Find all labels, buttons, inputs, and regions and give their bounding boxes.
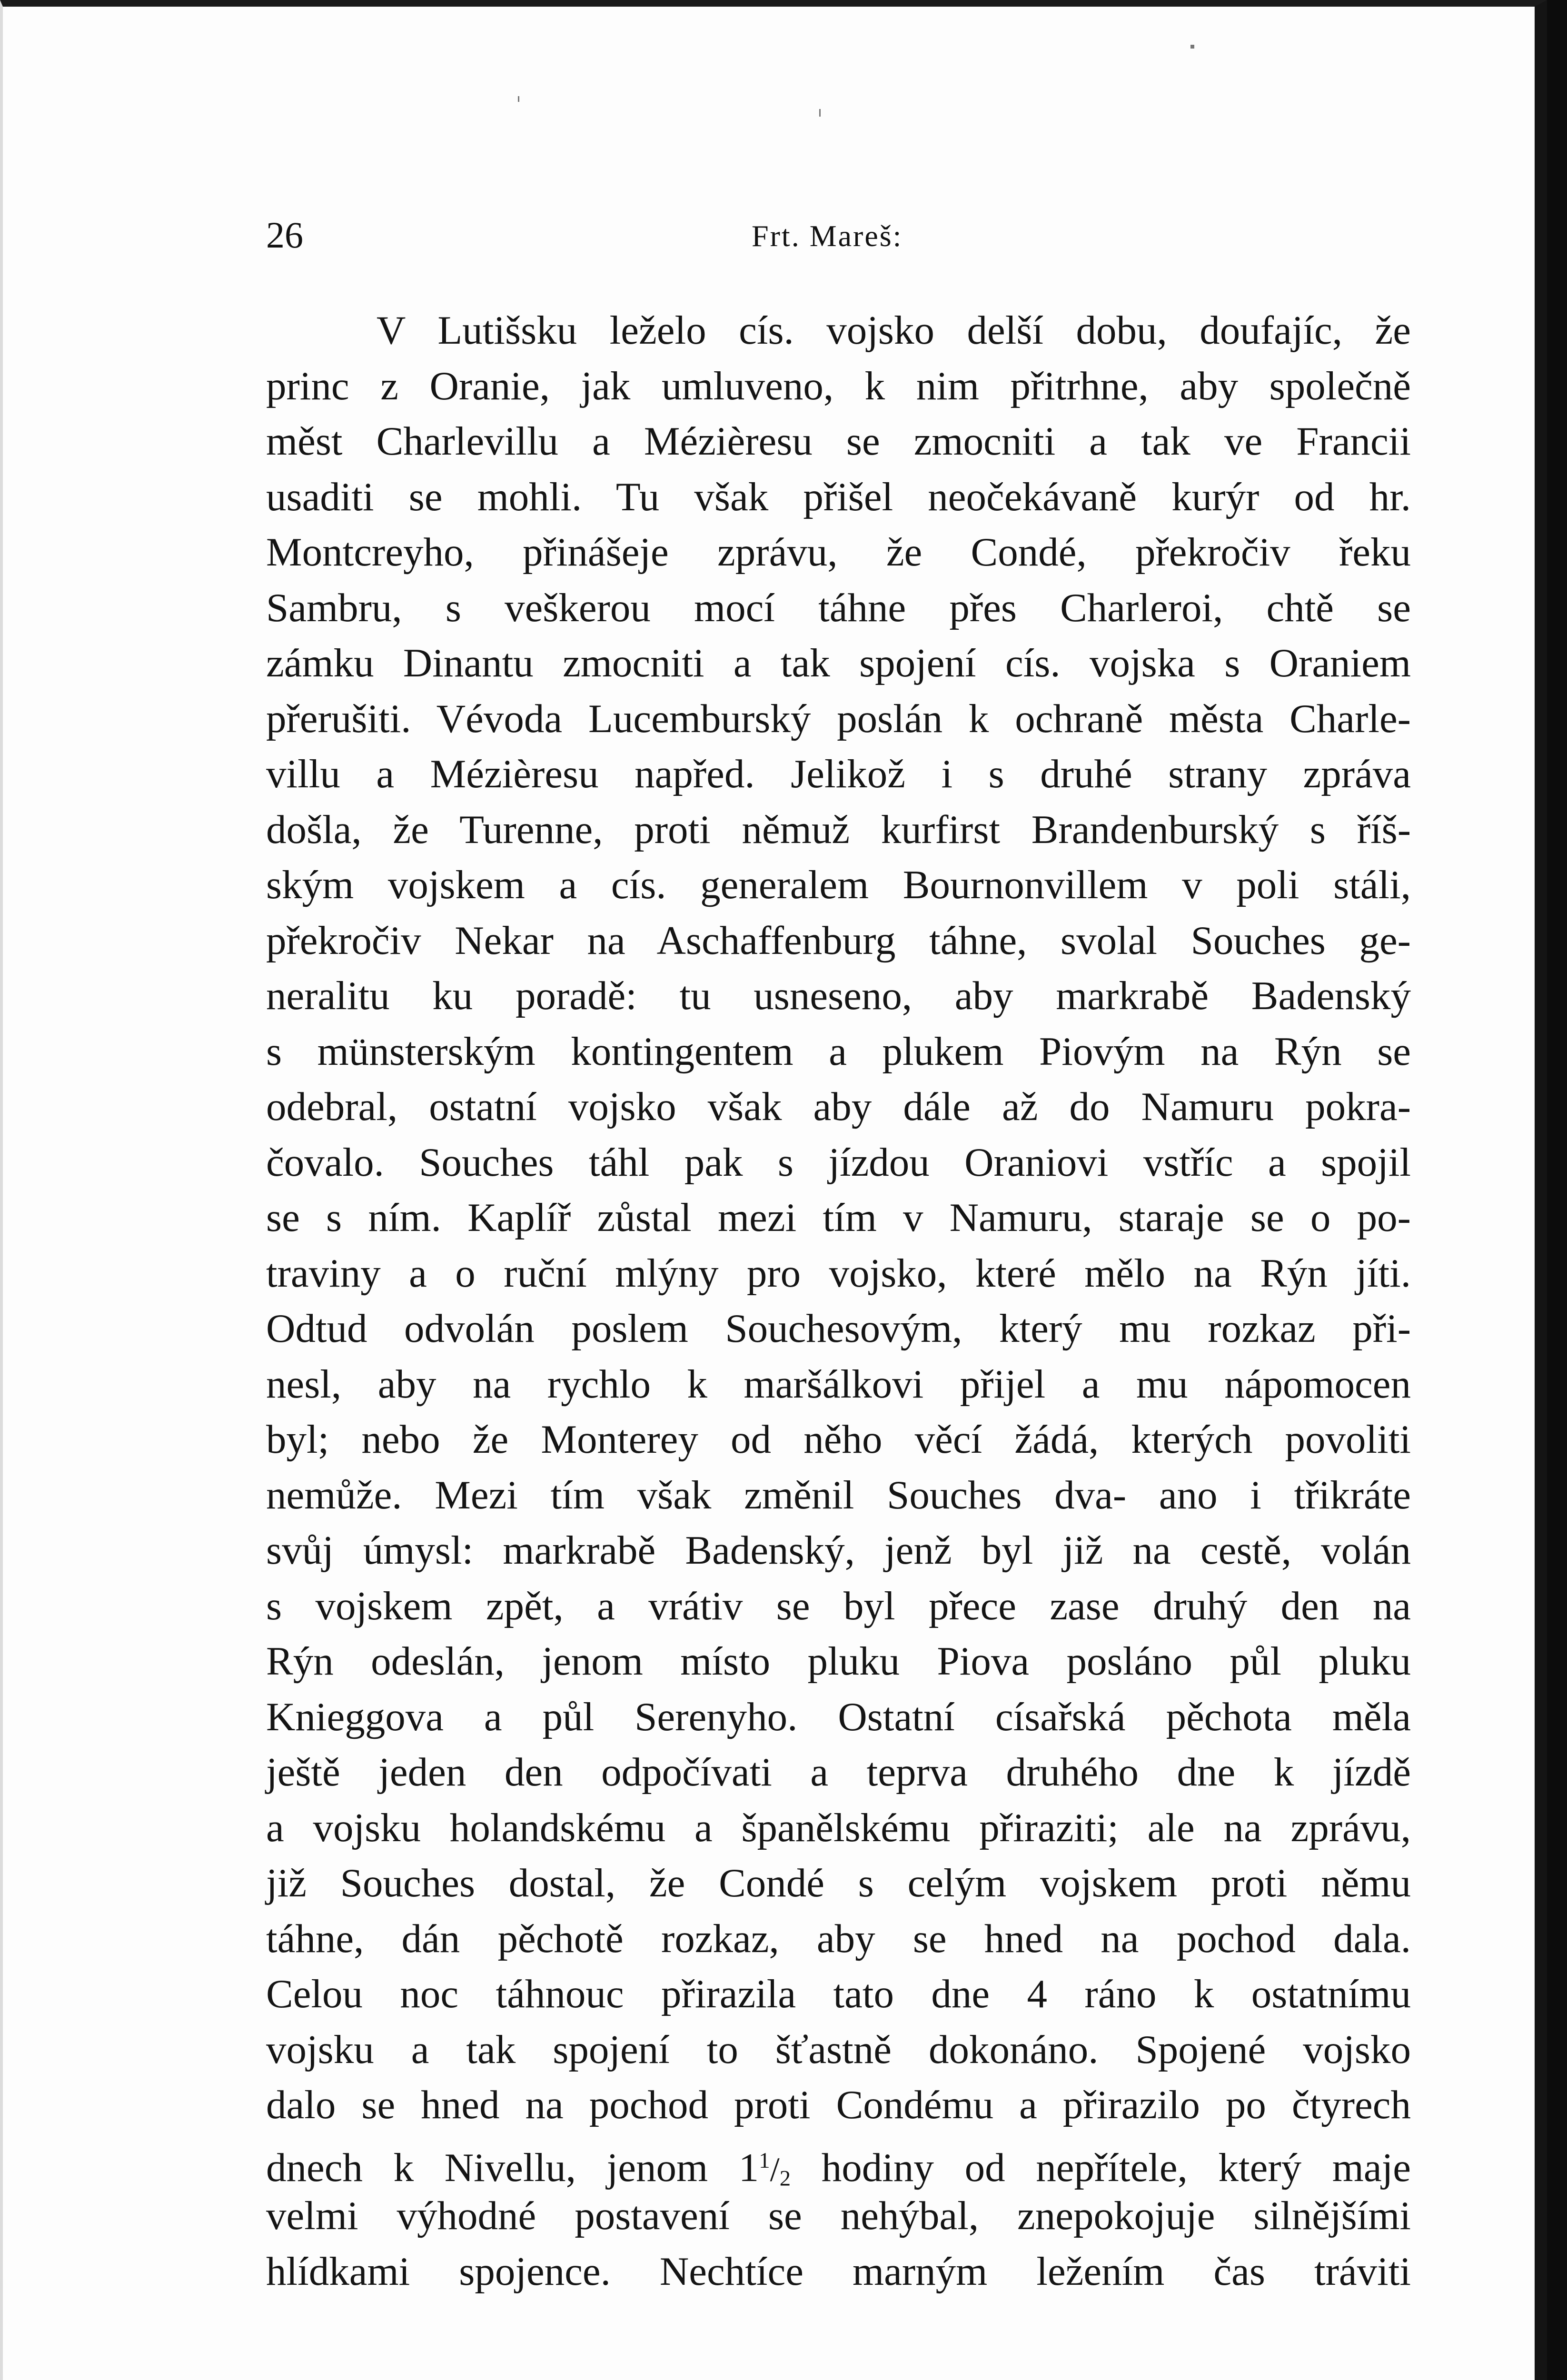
page-number: 26: [266, 214, 303, 256]
text-line: ským vojskem a cís. generalem Bournonvillem v poli stáli,: [266, 863, 1411, 907]
text-line: došla, že Turenne, proti němuž kurfirst Brandenburský s říš-: [266, 807, 1411, 852]
text-line: ještě jeden den odpočívati a teprva druhého dne k jízdě: [266, 1750, 1411, 1795]
text-line: a vojsku holandskému a španělskému přiraziti; ale na zprávu,: [266, 1805, 1411, 1850]
text-line: překročiv Nekar na Aschaffenburg táhne, svolal Souches ge-: [266, 918, 1411, 963]
text-line: táhne, dán pěchotě rozkaz, aby se hned na pochod dala.: [266, 1916, 1411, 1961]
text-line: Sambru, s veškerou mocí táhne přes Charleroi, chtě se: [266, 585, 1411, 630]
fraction-denominator: 2: [779, 2165, 791, 2191]
text-line: s münsterským kontingentem a plukem Piovým na Rýn se: [266, 1029, 1411, 1074]
text-line: vojsku a tak spojení to šťastně dokonáno. Spojené vojsko: [266, 2027, 1411, 2072]
text-line: se s ním. Kaplíř zůstal mezi tím v Namuru, staraje se o po-: [266, 1195, 1411, 1240]
text-line: odebral, ostatní vojsko však aby dále až do Namuru pokra-: [266, 1084, 1411, 1129]
fraction-slash: /: [770, 2150, 780, 2189]
text-line: Celou noc táhnouc přirazila tato dne 4 ráno k ostatnímu: [266, 1972, 1411, 2016]
text-line-with-fraction: [266, 2133, 1411, 2189]
text-line: již Souches dostal, že Condé s celým vojskem proti němu: [266, 1861, 1411, 1905]
text-line: nesl, aby na rychlo k maršálkovi přijel a mu nápomocen: [266, 1361, 1411, 1407]
running-head: Frt. Mareš:: [752, 219, 903, 253]
text-line: čovalo. Souches táhl pak s jízdou Oraniovi vstříc a spojil: [266, 1140, 1411, 1185]
fraction-numerator: 1: [759, 2148, 770, 2173]
text-line: s vojskem zpět, a vrátiv se byl přece zase druhý den na: [266, 1583, 1411, 1628]
fraction-whole: 1: [738, 2145, 759, 2190]
text-line: hlídkami spojence. Nechtíce marným ležením čas tráviti: [266, 2249, 1411, 2294]
text-line: neralitu ku poradě: tu usneseno, aby markrabě Badenský: [266, 973, 1411, 1018]
scan-speck: [1190, 45, 1194, 49]
body-paragraph: [266, 303, 1411, 2299]
text-line: Montcreyho, přinášeje zprávu, že Condé, překročiv řeku: [266, 530, 1411, 575]
text-line: Knieggova a půl Serenyho. Ostatní císařská pěchota měla: [266, 1694, 1411, 1739]
text-line: měst Charlevillu a Mézièresu se zmocniti a tak ve Francii: [266, 419, 1411, 464]
scan-speck: [518, 96, 519, 102]
line-segment-after: hodiny od nepřítele, který maje: [821, 2145, 1411, 2190]
text-line: traviny a o ruční mlýny pro vojsko, které mělo na Rýn jíti.: [266, 1250, 1411, 1296]
text-line: zámku Dinantu zmocniti a tak spojení cís. vojska s Oraniem: [266, 641, 1411, 685]
line-segment-before: dnech k Nivellu, jenom: [266, 2145, 708, 2190]
text-line: byl; nebo že Monterey od něho věcí žádá, kterých povoliti: [266, 1417, 1411, 1462]
text-line: přerušiti. Vévoda Lucemburský poslán k ochraně města Charle-: [266, 696, 1411, 741]
text-line: dalo se hned na pochod proti Condému a přirazilo po čtyrech: [266, 2082, 1411, 2127]
text-line: nemůže. Mezi tím však změnil Souches dva- ano i třikráte: [266, 1472, 1411, 1517]
page-header: [266, 204, 1411, 266]
text-line: svůj úmysl: markrabě Badenský, jenž byl již na cestě, volán: [266, 1528, 1411, 1573]
text-line: Odtud odvolán poslem Souchesovým, který mu rozkaz při-: [266, 1306, 1411, 1351]
text-line: princ z Oranie, jak umluveno, k nim přitrhne, aby společně: [266, 363, 1411, 408]
scan-speck: [819, 109, 821, 117]
text-line: V Lutišsku leželo cís. vojsko delší dobu, doufajíc, že: [377, 308, 1411, 353]
text-line: villu a Mézièresu napřed. Jelikož i s druhé strany zpráva: [266, 752, 1411, 796]
text-line: usaditi se mohli. Tu však přišel neočekávaně kurýr od hr.: [266, 474, 1411, 519]
text-line: Rýn odeslán, jenom místo pluku Piova posláno půl pluku: [266, 1639, 1411, 1684]
text-line: velmi výhodné postavení se nehýbal, znepokojuje silnějšími: [266, 2193, 1411, 2238]
